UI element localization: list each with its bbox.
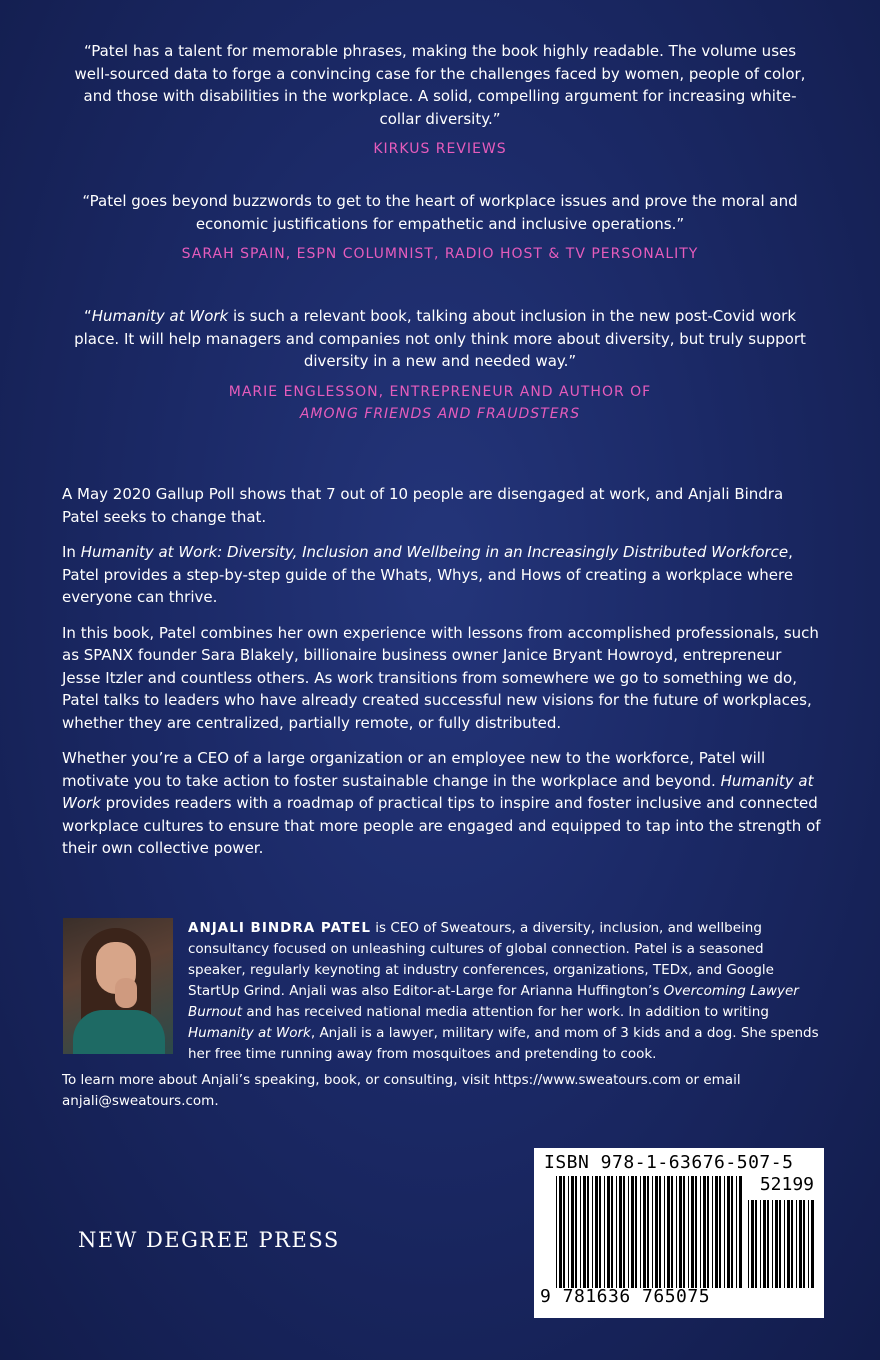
book-title: Overcoming Lawyer Burnout: [188, 983, 799, 1020]
isbn-barcode: [534, 1148, 824, 1318]
quote-text: “Patel has a talent for memorable phrases, making the book highly readable. The volume uses well-sourced data to forge a convincing case for the challenges faced by women, people of color, and those with disabilities in the workplace. A solid, compelling argument for increasing white-collar diversity.”: [74, 42, 806, 128]
quote-text: “Patel goes beyond buzzwords to get to the heart of workplace issues and prove the moral and economic justifications for empathetic and inclusive operations.”: [82, 192, 798, 233]
contact-info: To learn more about Anjali’s speaking, book, or consulting, visit https://www.sweatours.com or email anjali@sweatours.com.: [62, 1072, 741, 1109]
quote-body: is such a relevant book, talking about inclusion in the new post-Covid work place. It will help managers and companies not only think more about diversity, but truly support diversity in a new and needed way.”: [74, 307, 806, 370]
description-paragraph: In this book, Patel combines her own experience with lessons from accomplished professionals, such as SPANX founder Sara Blakely, billionaire business owner Janice Bryant Howroyd, entrepreneur Jesse Itzler and countless others. As work transitions from somewhere we go to something we do, Patel talks to leaders who have already created successful new visions for the future of workplaces, whether they are centralized, partially remote, or fully distributed.: [62, 623, 819, 732]
main-barcode-bars: [556, 1176, 742, 1288]
text-span: Whether you’re a CEO of a large organization or an employee new to the workforce, Patel will motivate you to take action to foster sustainable change in the workplace and beyond.: [62, 749, 766, 790]
book-description: [62, 483, 822, 873]
quote-attribution: KIRKUS REVIEWS: [373, 141, 507, 157]
quote-open-mark: “: [83, 307, 92, 325]
author-bio: [188, 918, 820, 1065]
publisher-name: NEW DEGREE PRESS: [78, 1228, 340, 1252]
author-name: ANJALI BINDRA PATEL: [188, 920, 371, 936]
attribution-book-title: AMONG FRIENDS AND FRAUDSTERS: [299, 405, 581, 422]
author-photo: [63, 918, 173, 1054]
isbn-number: ISBN 978-1-63676-507-5: [544, 1152, 794, 1173]
addon-barcode-bars: [748, 1200, 814, 1288]
quote-book-title: Humanity at Work: [91, 307, 229, 325]
text-span: , Anjali is a lawyer, military wife, and mom of 3 kids and a dog. She spends her free time running away from mosquitoes and pretending to cook.: [188, 1025, 819, 1062]
book-title: Humanity at Work: [62, 771, 814, 812]
quote-spain: [70, 190, 810, 265]
quote-englesson: [70, 305, 810, 425]
text-span: provides readers with a roadmap of practical tips to inspire and foster inclusive and connected workplace cultures to ensure that more people are engaged and equipped to tap into the strength of their own collective power.: [62, 794, 821, 857]
text-span: , Patel provides a step-by-step guide of the Whats, Whys, and Hows of creating a workplace where everyone can thrive.: [62, 543, 794, 606]
book-title: Humanity at Work: [188, 1025, 311, 1041]
text-span: is CEO of Sweatours, a diversity, inclusion, and wellbeing consultancy focused on unleashing cultures of global connection. Patel is a seasoned speaker, regularly keynoting at industry conferences, organizations, TEDx, and Google StartUp Grind. Anjali was also Editor-at-Large for Arianna Huffington’s: [188, 920, 774, 999]
description-paragraph: [62, 541, 822, 609]
quote-attribution: SARAH SPAIN, ESPN COLUMNIST, RADIO HOST & TV PERSONALITY: [181, 246, 699, 262]
text-span: In: [62, 543, 81, 561]
price-code: 52199: [759, 1174, 814, 1195]
text-span: and has received national media attention for her work. In addition to writing: [242, 1004, 769, 1020]
quote-text: [70, 305, 810, 373]
quote-attribution: [70, 381, 810, 425]
book-title: Humanity at Work: Diversity, Inclusion and Wellbeing in an Increasingly Distributed Workforce: [80, 543, 789, 561]
attribution-line: MARIE ENGLESSON, ENTREPRENEUR AND AUTHOR OF: [228, 383, 652, 400]
ean-number: 9 781636 765075: [540, 1286, 711, 1307]
quote-kirkus: [70, 40, 810, 160]
description-paragraph: [62, 747, 822, 860]
description-paragraph: A May 2020 Gallup Poll shows that 7 out of 10 people are disengaged at work, and Anjali Bindra Patel seeks to change that.: [62, 485, 784, 526]
